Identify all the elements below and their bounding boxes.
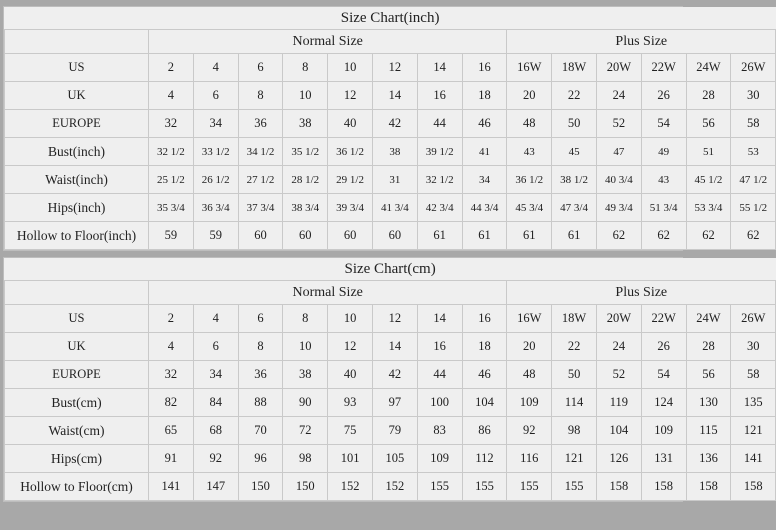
cell: 158 bbox=[686, 473, 731, 501]
cell: 50 bbox=[552, 361, 597, 389]
cell: 56 bbox=[686, 361, 731, 389]
cell: 98 bbox=[552, 417, 597, 445]
cell: 141 bbox=[149, 473, 194, 501]
cell: 37 3/4 bbox=[238, 194, 283, 222]
cell: 8 bbox=[238, 82, 283, 110]
row-label-bust: Bust(cm) bbox=[5, 389, 149, 417]
cell: 126 bbox=[596, 445, 641, 473]
cell: 105 bbox=[372, 445, 417, 473]
group-row-spacer bbox=[5, 30, 149, 54]
cell: 124 bbox=[641, 389, 686, 417]
cell: 32 bbox=[149, 361, 194, 389]
cell: 58 bbox=[731, 361, 776, 389]
cell: 79 bbox=[372, 417, 417, 445]
cell: 141 bbox=[731, 445, 776, 473]
cell: 104 bbox=[596, 417, 641, 445]
cell: 41 bbox=[462, 138, 507, 166]
cell: 62 bbox=[596, 222, 641, 250]
cell: 158 bbox=[731, 473, 776, 501]
cell: 45 1/2 bbox=[686, 166, 731, 194]
cell: 104 bbox=[462, 389, 507, 417]
cell: 152 bbox=[372, 473, 417, 501]
cell: 47 3/4 bbox=[552, 194, 597, 222]
cell: 18W bbox=[552, 54, 597, 82]
group-header-plus: Plus Size bbox=[507, 281, 776, 305]
cell: 52 bbox=[596, 361, 641, 389]
cell: 150 bbox=[283, 473, 328, 501]
cell: 61 bbox=[552, 222, 597, 250]
cell: 32 bbox=[149, 110, 194, 138]
cell: 62 bbox=[686, 222, 731, 250]
cell: 152 bbox=[328, 473, 373, 501]
size-chart-inch-table bbox=[4, 7, 776, 250]
cell: 130 bbox=[686, 389, 731, 417]
cell: 44 3/4 bbox=[462, 194, 507, 222]
cell: 49 bbox=[641, 138, 686, 166]
cell: 12 bbox=[372, 305, 417, 333]
cell: 86 bbox=[462, 417, 507, 445]
cell: 47 1/2 bbox=[731, 166, 776, 194]
cell: 46 bbox=[462, 110, 507, 138]
cell: 116 bbox=[507, 445, 552, 473]
cell: 61 bbox=[507, 222, 552, 250]
table-row bbox=[5, 166, 776, 194]
cell: 32 1/2 bbox=[417, 166, 462, 194]
size-chart-cm bbox=[3, 257, 766, 502]
cell: 4 bbox=[193, 305, 238, 333]
cell: 34 1/2 bbox=[238, 138, 283, 166]
cell: 27 1/2 bbox=[238, 166, 283, 194]
cell: 115 bbox=[686, 417, 731, 445]
cell: 8 bbox=[283, 305, 328, 333]
cell: 35 1/2 bbox=[283, 138, 328, 166]
cell: 18W bbox=[552, 305, 597, 333]
cell: 121 bbox=[731, 417, 776, 445]
cell: 40 bbox=[328, 361, 373, 389]
cell: 158 bbox=[641, 473, 686, 501]
cell: 41 3/4 bbox=[372, 194, 417, 222]
cell: 119 bbox=[596, 389, 641, 417]
cell: 38 bbox=[372, 138, 417, 166]
cell: 61 bbox=[462, 222, 507, 250]
cell: 26W bbox=[731, 305, 776, 333]
row-label-hollow-to-floor: Hollow to Floor(cm) bbox=[5, 473, 149, 501]
cell: 12 bbox=[372, 54, 417, 82]
cell: 93 bbox=[328, 389, 373, 417]
cell: 36 bbox=[238, 110, 283, 138]
cell: 155 bbox=[507, 473, 552, 501]
cell: 20 bbox=[507, 333, 552, 361]
cell: 16W bbox=[507, 54, 552, 82]
chart-group-row bbox=[5, 30, 776, 54]
cell: 16 bbox=[462, 305, 507, 333]
table-row bbox=[5, 361, 776, 389]
cell: 26 1/2 bbox=[193, 166, 238, 194]
cell: 8 bbox=[238, 333, 283, 361]
cell: 92 bbox=[193, 445, 238, 473]
cell: 109 bbox=[507, 389, 552, 417]
cell: 54 bbox=[641, 110, 686, 138]
table-row bbox=[5, 54, 776, 82]
cell: 112 bbox=[462, 445, 507, 473]
cell: 34 bbox=[193, 361, 238, 389]
cell: 14 bbox=[417, 305, 462, 333]
cell: 30 bbox=[731, 82, 776, 110]
cell: 39 1/2 bbox=[417, 138, 462, 166]
row-label-us: US bbox=[5, 54, 149, 82]
cell: 44 bbox=[417, 361, 462, 389]
row-label-hips: Hips(inch) bbox=[5, 194, 149, 222]
group-header-normal: Normal Size bbox=[149, 30, 507, 54]
cell: 155 bbox=[462, 473, 507, 501]
cell: 18 bbox=[462, 82, 507, 110]
cell: 16 bbox=[462, 54, 507, 82]
cell: 49 3/4 bbox=[596, 194, 641, 222]
cell: 24W bbox=[686, 54, 731, 82]
cell: 109 bbox=[641, 417, 686, 445]
group-header-plus: Plus Size bbox=[507, 30, 776, 54]
cell: 42 bbox=[372, 110, 417, 138]
cell: 28 bbox=[686, 82, 731, 110]
cell: 2 bbox=[149, 305, 194, 333]
cell: 16 bbox=[417, 82, 462, 110]
cell: 36 3/4 bbox=[193, 194, 238, 222]
cell: 18 bbox=[462, 333, 507, 361]
row-label-europe: EUROPE bbox=[5, 361, 149, 389]
cell: 24W bbox=[686, 305, 731, 333]
table-row bbox=[5, 222, 776, 250]
cell: 60 bbox=[283, 222, 328, 250]
cell: 10 bbox=[283, 333, 328, 361]
chart-title: Size Chart(cm) bbox=[5, 258, 776, 281]
cell: 10 bbox=[283, 82, 328, 110]
cell: 43 bbox=[507, 138, 552, 166]
cell: 42 3/4 bbox=[417, 194, 462, 222]
cell: 114 bbox=[552, 389, 597, 417]
cell: 14 bbox=[372, 333, 417, 361]
cell: 40 3/4 bbox=[596, 166, 641, 194]
row-label-europe: EUROPE bbox=[5, 110, 149, 138]
cell: 53 bbox=[731, 138, 776, 166]
cell: 65 bbox=[149, 417, 194, 445]
cell: 22W bbox=[641, 305, 686, 333]
cell: 60 bbox=[238, 222, 283, 250]
table-row bbox=[5, 82, 776, 110]
row-label-hollow-to-floor: Hollow to Floor(inch) bbox=[5, 222, 149, 250]
cell: 38 bbox=[283, 361, 328, 389]
table-row bbox=[5, 445, 776, 473]
cell: 4 bbox=[193, 54, 238, 82]
cell: 52 bbox=[596, 110, 641, 138]
cell: 70 bbox=[238, 417, 283, 445]
table-row bbox=[5, 473, 776, 501]
cell: 47 bbox=[596, 138, 641, 166]
cell: 136 bbox=[686, 445, 731, 473]
cell: 14 bbox=[417, 54, 462, 82]
cell: 92 bbox=[507, 417, 552, 445]
chart-title-row bbox=[5, 7, 776, 30]
cell: 45 3/4 bbox=[507, 194, 552, 222]
cell: 72 bbox=[283, 417, 328, 445]
cell: 51 bbox=[686, 138, 731, 166]
cell: 26 bbox=[641, 82, 686, 110]
cell: 14 bbox=[372, 82, 417, 110]
cell: 43 bbox=[641, 166, 686, 194]
cell: 96 bbox=[238, 445, 283, 473]
row-label-hips: Hips(cm) bbox=[5, 445, 149, 473]
cell: 68 bbox=[193, 417, 238, 445]
cell: 39 3/4 bbox=[328, 194, 373, 222]
size-chart-cm-table bbox=[4, 258, 776, 501]
cell: 61 bbox=[417, 222, 462, 250]
cell: 55 1/2 bbox=[731, 194, 776, 222]
cell: 31 bbox=[372, 166, 417, 194]
cell: 34 bbox=[193, 110, 238, 138]
group-header-normal: Normal Size bbox=[149, 281, 507, 305]
cell: 158 bbox=[596, 473, 641, 501]
cell: 10 bbox=[328, 305, 373, 333]
row-label-waist: Waist(cm) bbox=[5, 417, 149, 445]
cell: 4 bbox=[149, 82, 194, 110]
cell: 44 bbox=[417, 110, 462, 138]
chart-title: Size Chart(inch) bbox=[5, 7, 776, 30]
cell: 26 bbox=[641, 333, 686, 361]
cell: 98 bbox=[283, 445, 328, 473]
cell: 48 bbox=[507, 361, 552, 389]
cell: 56 bbox=[686, 110, 731, 138]
cell: 36 bbox=[238, 361, 283, 389]
cell: 29 1/2 bbox=[328, 166, 373, 194]
cell: 32 1/2 bbox=[149, 138, 194, 166]
cell: 147 bbox=[193, 473, 238, 501]
cell: 97 bbox=[372, 389, 417, 417]
cell: 20W bbox=[596, 54, 641, 82]
cell: 6 bbox=[238, 54, 283, 82]
cell: 45 bbox=[552, 138, 597, 166]
cell: 6 bbox=[238, 305, 283, 333]
cell: 8 bbox=[283, 54, 328, 82]
cell: 53 3/4 bbox=[686, 194, 731, 222]
cell: 12 bbox=[328, 82, 373, 110]
cell: 50 bbox=[552, 110, 597, 138]
cell: 4 bbox=[149, 333, 194, 361]
chart-title-row bbox=[5, 258, 776, 281]
cell: 22 bbox=[552, 333, 597, 361]
cell: 6 bbox=[193, 82, 238, 110]
group-row-spacer bbox=[5, 281, 149, 305]
cell: 38 3/4 bbox=[283, 194, 328, 222]
cell: 12 bbox=[328, 333, 373, 361]
cell: 33 1/2 bbox=[193, 138, 238, 166]
cell: 100 bbox=[417, 389, 462, 417]
cell: 82 bbox=[149, 389, 194, 417]
cell: 75 bbox=[328, 417, 373, 445]
cell: 88 bbox=[238, 389, 283, 417]
cell: 46 bbox=[462, 361, 507, 389]
cell: 51 3/4 bbox=[641, 194, 686, 222]
cell: 48 bbox=[507, 110, 552, 138]
size-chart-inch bbox=[3, 6, 768, 251]
table-row bbox=[5, 389, 776, 417]
cell: 28 1/2 bbox=[283, 166, 328, 194]
cell: 16 bbox=[417, 333, 462, 361]
cell: 91 bbox=[149, 445, 194, 473]
row-label-us: US bbox=[5, 305, 149, 333]
cell: 6 bbox=[193, 333, 238, 361]
cell: 101 bbox=[328, 445, 373, 473]
cell: 42 bbox=[372, 361, 417, 389]
cell: 62 bbox=[731, 222, 776, 250]
cell: 36 1/2 bbox=[328, 138, 373, 166]
cell: 90 bbox=[283, 389, 328, 417]
cell: 2 bbox=[149, 54, 194, 82]
cell: 30 bbox=[731, 333, 776, 361]
cell: 38 bbox=[283, 110, 328, 138]
cell: 54 bbox=[641, 361, 686, 389]
cell: 60 bbox=[372, 222, 417, 250]
cell: 22 bbox=[552, 82, 597, 110]
table-row bbox=[5, 305, 776, 333]
cell: 121 bbox=[552, 445, 597, 473]
cell: 26W bbox=[731, 54, 776, 82]
table-row bbox=[5, 138, 776, 166]
cell: 22W bbox=[641, 54, 686, 82]
cell: 58 bbox=[731, 110, 776, 138]
table-row bbox=[5, 110, 776, 138]
row-label-bust: Bust(inch) bbox=[5, 138, 149, 166]
cell: 83 bbox=[417, 417, 462, 445]
cell: 155 bbox=[552, 473, 597, 501]
cell: 20W bbox=[596, 305, 641, 333]
cell: 59 bbox=[149, 222, 194, 250]
cell: 155 bbox=[417, 473, 462, 501]
cell: 35 3/4 bbox=[149, 194, 194, 222]
row-label-uk: UK bbox=[5, 82, 149, 110]
cell: 20 bbox=[507, 82, 552, 110]
cell: 24 bbox=[596, 82, 641, 110]
cell: 131 bbox=[641, 445, 686, 473]
cell: 84 bbox=[193, 389, 238, 417]
table-row bbox=[5, 333, 776, 361]
cell: 34 bbox=[462, 166, 507, 194]
cell: 36 1/2 bbox=[507, 166, 552, 194]
cell: 62 bbox=[641, 222, 686, 250]
row-label-waist: Waist(inch) bbox=[5, 166, 149, 194]
chart-group-row bbox=[5, 281, 776, 305]
row-label-uk: UK bbox=[5, 333, 149, 361]
cell: 38 1/2 bbox=[552, 166, 597, 194]
cell: 28 bbox=[686, 333, 731, 361]
cell: 24 bbox=[596, 333, 641, 361]
table-row bbox=[5, 194, 776, 222]
cell: 135 bbox=[731, 389, 776, 417]
cell: 150 bbox=[238, 473, 283, 501]
cell: 60 bbox=[328, 222, 373, 250]
cell: 40 bbox=[328, 110, 373, 138]
cell: 25 1/2 bbox=[149, 166, 194, 194]
cell: 109 bbox=[417, 445, 462, 473]
table-row bbox=[5, 417, 776, 445]
cell: 16W bbox=[507, 305, 552, 333]
cell: 59 bbox=[193, 222, 238, 250]
cell: 10 bbox=[328, 54, 373, 82]
